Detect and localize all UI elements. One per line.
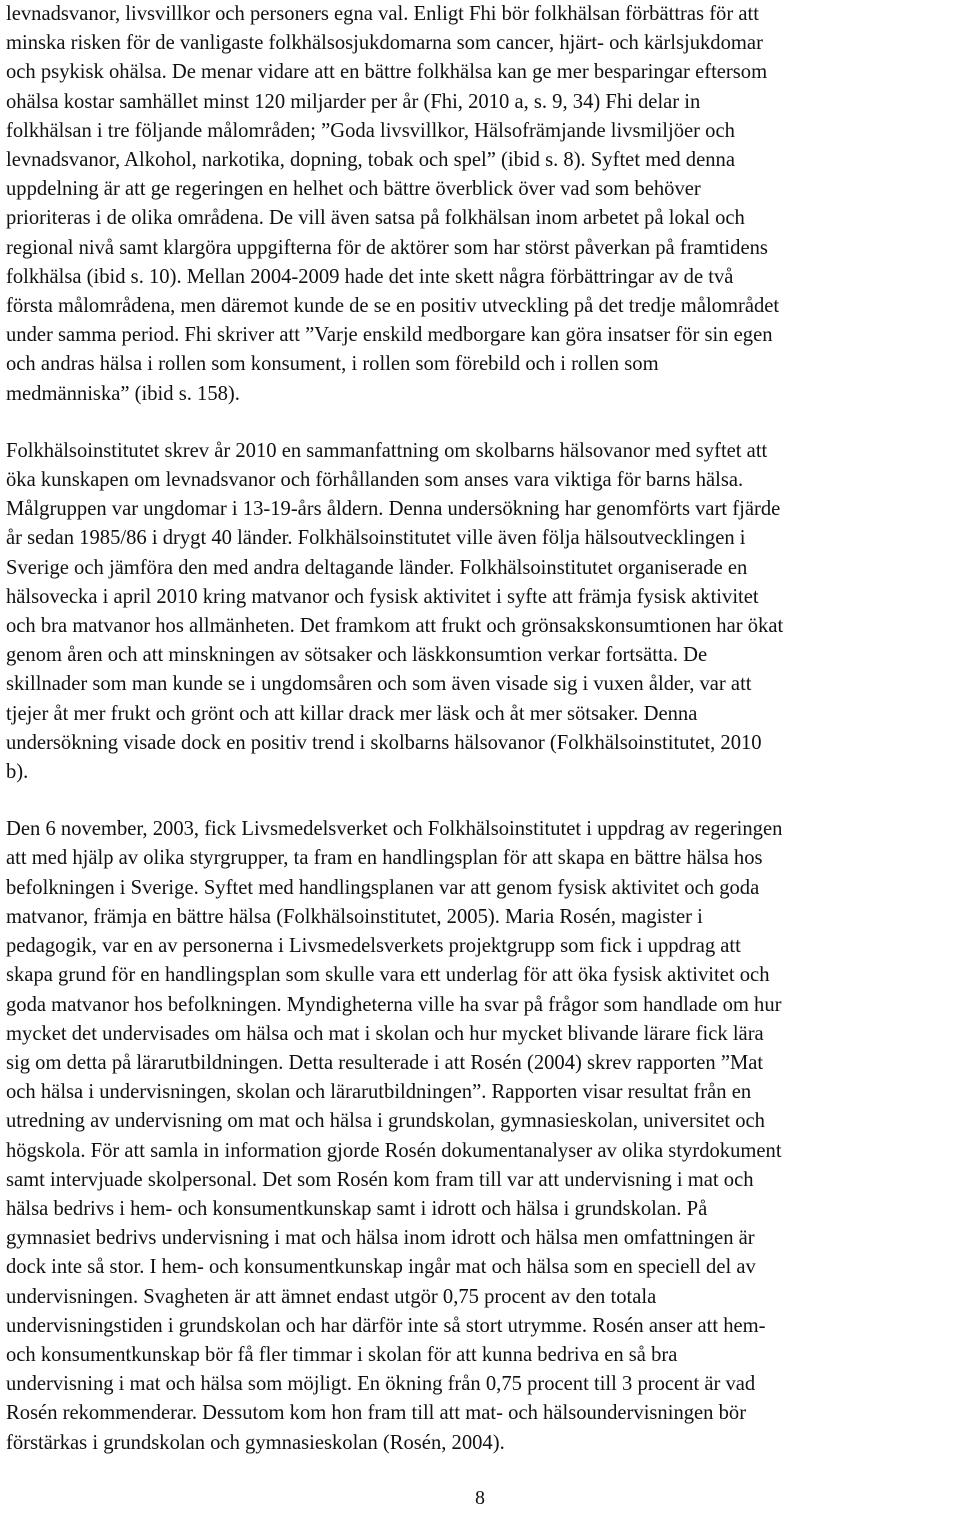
text-line: att med hjälp av olika styrgrupper, ta fram en handlingsplan för att skapa en bättre hälsa hos	[6, 847, 763, 870]
text-line: ohälsa kostar samhället minst 120 miljarder per år (Fhi, 2010 a, s. 9, 34) Fhi delar in	[6, 90, 701, 113]
text-line: och konsumentkunskap bör få fler timmar i skolan för att kunna bedriva en så bra	[6, 1343, 678, 1366]
text-line: samt intervjuade skolpersonal. Det som Rosén kom fram till var att undervisning i mat och	[6, 1168, 754, 1191]
text-line: Sverige och jämföra den med andra deltagande länder. Folkhälsoinstitutet organiserade en	[6, 556, 748, 579]
text-line: medmänniska” (ibid s. 158).	[6, 382, 240, 405]
text-line: b).	[6, 761, 29, 784]
text-line: matvanor, främja en bättre hälsa (Folkhälsoinstitutet, 2005). Maria Rosén, magister i	[6, 905, 703, 928]
text-line: befolkningen i Sverige. Syftet med handlingsplanen var att genom fysisk aktivitet och goda	[6, 876, 760, 899]
text-line: och andras hälsa i rollen som konsument, i rollen som förebild och i rollen som	[6, 353, 659, 376]
text-line: och bra matvanor hos allmänheten. Det framkom att frukt och grönsakskonsumtionen har ökat	[6, 615, 784, 638]
paragraph-handlingsplan	[6, 815, 958, 1457]
text-line: under samma period. Fhi skriver att ”Varje enskild medborgare kan göra insatser för sin egen	[6, 324, 773, 347]
text-line: dock inte så stor. I hem- och konsumentkunskap ingår mat och hälsa som en speciell del av	[6, 1256, 756, 1279]
text-line: och hälsa i undervisningen, skolan och lärarutbildningen”. Rapporten visar resultat från en	[6, 1081, 752, 1104]
text-line: undervisningstiden i grundskolan och har därför inte så stort utrymme. Rosén anser att hem-	[6, 1314, 766, 1337]
text-line: folkhälsa (ibid s. 10). Mellan 2004-2009 hade det inte skett några förbättringar av de två	[6, 265, 734, 288]
text-line: undersökning visade dock en positiv trend i skolbarns hälsovanor (Folkhälsoinstitutet, 2010	[6, 731, 762, 754]
paragraph-gap	[6, 787, 958, 815]
text-line: skapa grund för en handlingsplan som skulle vara ett underlag för att öka fysisk aktivitet och	[6, 964, 770, 987]
page-number: 8	[475, 1487, 485, 1509]
text-line: år sedan 1985/86 i drygt 40 länder. Folkhälsoinstitutet ville även följa hälsoutvecklingen i	[6, 527, 746, 550]
text-line: folkhälsan i tre följande målområden; ”Goda livsvillkor, Hälsofrämjande livsmiljöer och	[6, 119, 735, 142]
text-line: hälsovecka i april 2010 kring matvanor och fysisk aktivitet i syfte att främja fysisk aktivitet	[6, 585, 759, 608]
text-line: förstärkas i grundskolan och gymnasieskolan (Rosén, 2004).	[6, 1431, 505, 1454]
text-line: mycket det undervisades om hälsa och mat i skolan och hur mycket blivande lärare fick lära	[6, 1022, 764, 1045]
text-line: prioriteras i de olika områdena. De vill även satsa på folkhälsan inom arbetet på lokal och	[6, 207, 745, 230]
text-line: regional nivå samt klargöra uppgifterna för de aktörer som har störst påverkan på framtidens	[6, 236, 768, 259]
text-line: högskola. För att samla in information gjorde Rosén dokumentanalyser av olika styrdokument	[6, 1139, 782, 1162]
paragraph-folkhalsa	[6, 0, 958, 409]
text-line: undervisning i mat och hälsa som möjligt. En ökning från 0,75 procent till 3 procent är vad	[6, 1373, 756, 1396]
text-line: minska risken för de vanligaste folkhälsosjukdomarna som cancer, hjärt- och kärlsjukdomar	[6, 32, 763, 55]
text-line: Den 6 november, 2003, fick Livsmedelsverket och Folkhälsoinstitutet i uppdrag av regeringen	[6, 818, 783, 841]
text-line: öka kunskapen om levnadsvanor och förhållanden som anses vara viktiga för barns hälsa.	[6, 469, 744, 492]
paragraph-skolbarn	[6, 437, 958, 787]
text-line: hälsa bedrivs i hem- och konsumentkunskap samt i idrott och hälsa i grundskolan. På	[6, 1197, 708, 1220]
text-line: och psykisk ohälsa. De menar vidare att en bättre folkhälsa kan ge mer besparingar eftersom	[6, 61, 768, 84]
text-line: tjejer åt mer frukt och grönt och att killar drack mer läsk och åt mer sötsaker. Denna	[6, 702, 698, 725]
text-line: levnadsvanor, livsvillkor och personers egna val. Enligt Fhi bör folkhälsan förbättras för att	[6, 3, 759, 25]
text-line: gymnasiet bedrivs undervisning i mat och hälsa inom idrott och hälsa men omfattningen är	[6, 1227, 755, 1250]
document-page	[6, 0, 958, 1458]
paragraph-gap	[6, 409, 958, 437]
text-line: första målområdena, men däremot kunde de se en positiv utveckling på det tredje målområdet	[6, 295, 780, 318]
text-line: genom åren och att minskningen av sötsaker och läskkonsumtion verkar fortsätta. De	[6, 644, 708, 667]
text-line: levnadsvanor, Alkohol, narkotika, dopning, tobak och spel” (ibid s. 8). Syftet med denna	[6, 149, 735, 172]
text-line: undervisningen. Svagheten är att ämnet endast utgör 0,75 procent av den totala	[6, 1285, 657, 1308]
text-line: sig om detta på lärarutbildningen. Detta resulterade i att Rosén (2004) skrev rapporten ”Mat	[6, 1051, 764, 1074]
text-line: goda matvanor hos befolkningen. Myndigheterna ville ha svar på frågor som handlade om hur	[6, 993, 782, 1016]
text-line: Målgruppen var ungdomar i 13-19-års åldern. Denna undersökning har genomförts vart fjärde	[6, 498, 781, 521]
text-line: skillnader som man kunde se i ungdomsåren och som även visade sig i vuxen ålder, var att	[6, 673, 752, 696]
text-line: pedagogik, var en av personerna i Livsmedelsverkets projektgrupp som fick i uppdrag att	[6, 935, 741, 958]
text-line: Folkhälsoinstitutet skrev år 2010 en sammanfattning om skolbarns hälsovanor med syftet att	[6, 439, 768, 462]
text-line: Rosén rekommenderar. Dessutom kom hon fram till att mat- och hälsoundervisningen bör	[6, 1402, 747, 1425]
text-line: utredning av undervisning om mat och hälsa i grundskolan, gymnasieskolan, universitet och	[6, 1110, 765, 1133]
text-line: uppdelning är att ge regeringen en helhet och bättre överblick över vad som behöver	[6, 178, 701, 201]
